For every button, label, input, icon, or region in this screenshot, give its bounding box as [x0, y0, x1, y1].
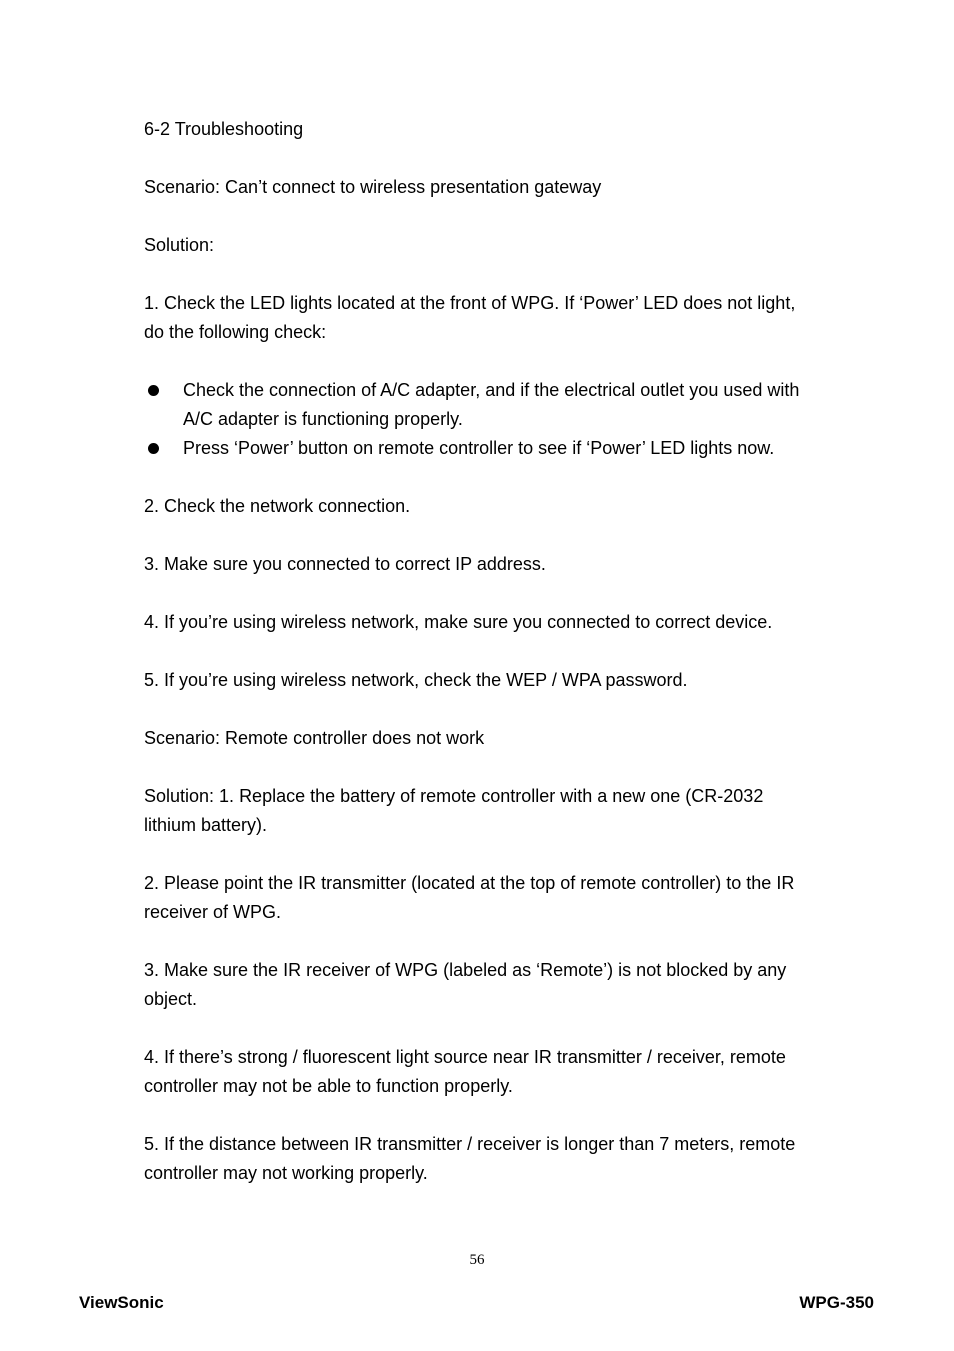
solution-step: 1. Check the LED lights located at the front of WPG. If ‘Power’ LED does not light, do the following check:	[144, 293, 796, 342]
list-item	[144, 376, 816, 434]
solution-step: 5. If the distance between IR transmitter / receiver is longer than 7 meters, remote controller may not working properly.	[144, 1134, 796, 1183]
scenario-title: Scenario: Can’t connect to wireless presentation gateway	[144, 177, 602, 197]
bullet-icon	[148, 443, 159, 454]
list-item	[144, 434, 816, 463]
solution-step: 4. If there’s strong / fluorescent light source near IR transmitter / receiver, remote controller may not be able to function properly.	[144, 1047, 786, 1096]
scenario-title: Scenario: Remote controller does not work	[144, 728, 485, 748]
solution-step: 3. Make sure the IR receiver of WPG (labeled as ‘Remote’) is not blocked by any object.	[144, 960, 787, 1009]
solution-step: 5. If you’re using wireless network, check the WEP / WPA password.	[144, 670, 688, 690]
solution-step: 2. Check the network connection.	[144, 496, 411, 516]
section-title: 6-2 Troubleshooting	[144, 119, 304, 139]
footer-brand: ViewSonic	[79, 1293, 164, 1312]
solution-step: Solution: 1. Replace the battery of remote controller with a new one (CR-2032 lithium battery).	[144, 786, 764, 835]
page-number: 56	[469, 1252, 485, 1268]
page-content	[144, 115, 816, 1217]
solution-label: Solution:	[144, 235, 215, 255]
bullet-list	[144, 376, 816, 463]
bullet-icon	[148, 385, 159, 396]
list-item-text: Check the connection of A/C adapter, and if the electrical outlet you used with A/C adapter is functioning properly.	[183, 380, 800, 429]
solution-step: 2. Please point the IR transmitter (located at the top of remote controller) to the IR receiver of WPG.	[144, 873, 795, 922]
footer-model: WPG-350	[799, 1293, 874, 1312]
solution-step: 3. Make sure you connected to correct IP address.	[144, 554, 546, 574]
solution-step: 4. If you’re using wireless network, make sure you connected to correct device.	[144, 612, 773, 632]
list-item-text: Press ‘Power’ button on remote controller to see if ‘Power’ LED lights now.	[183, 438, 775, 458]
